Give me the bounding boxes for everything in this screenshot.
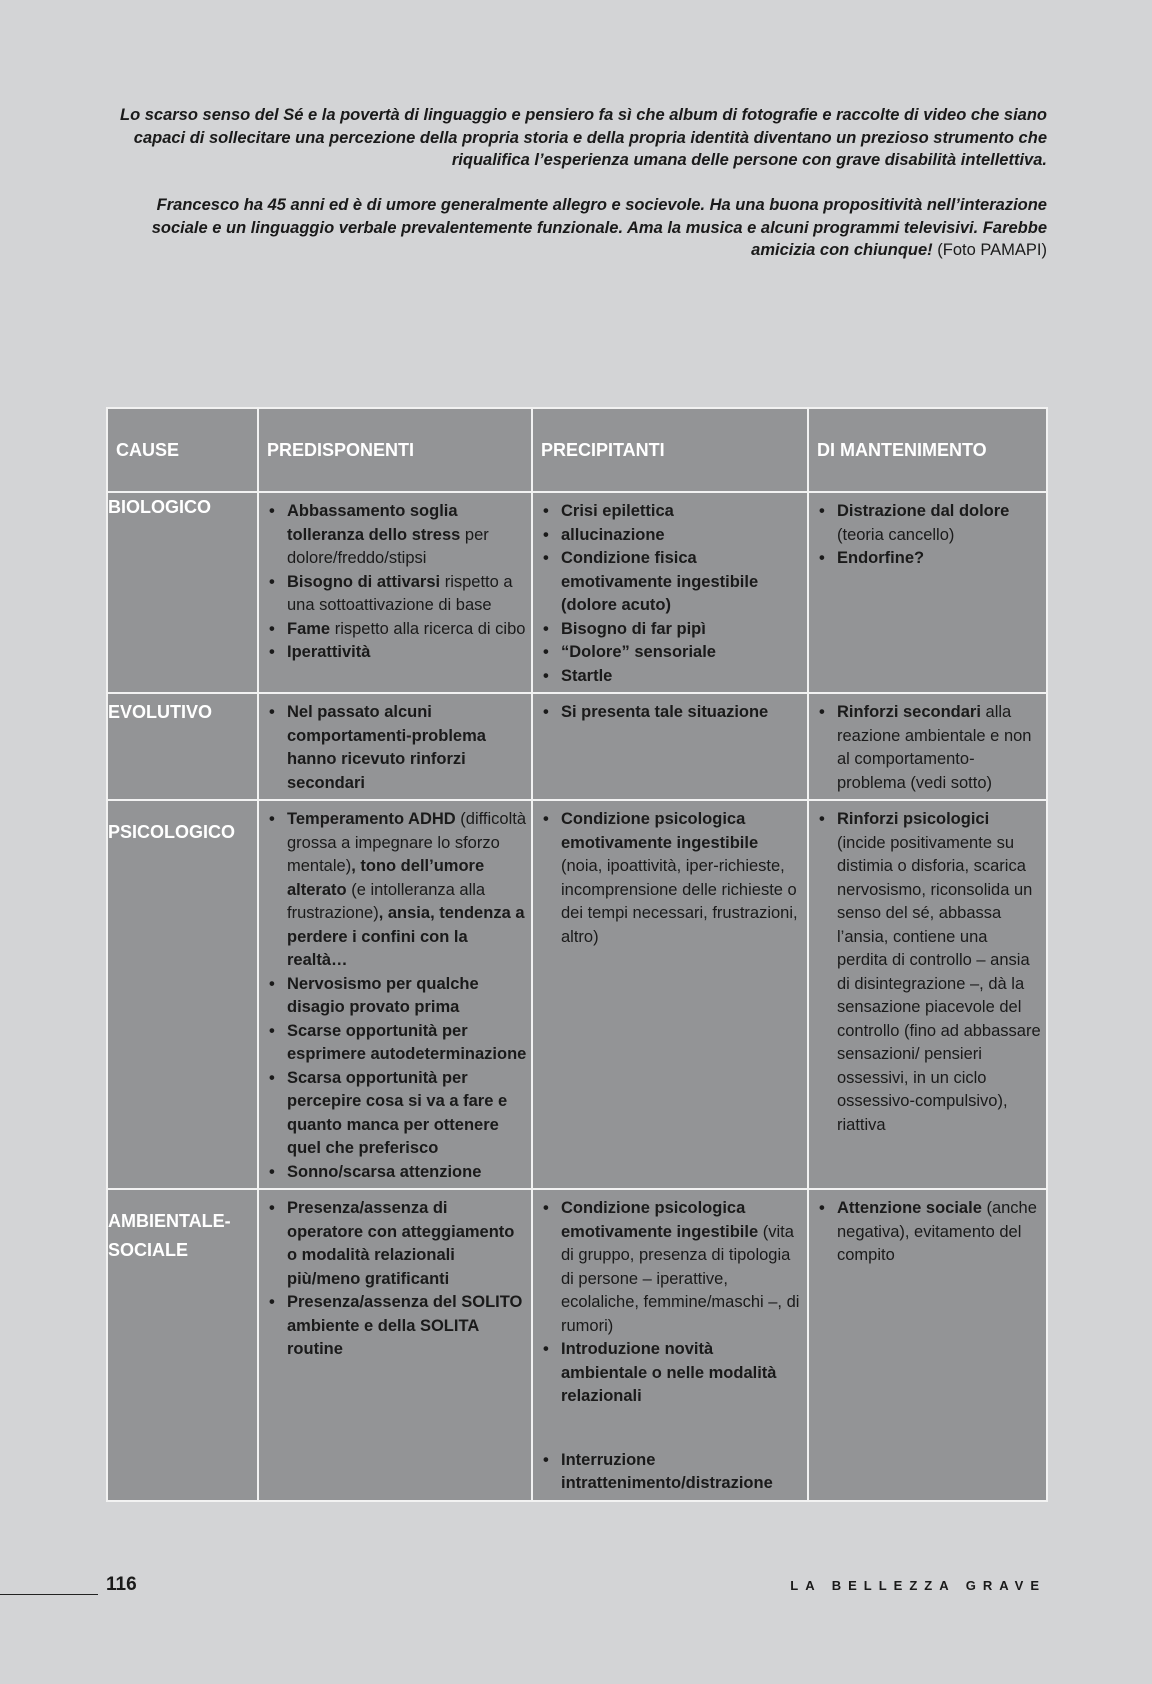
cell-evolutivo-mantenimento: [808, 693, 1047, 800]
cell-ambientale-mantenimento: [808, 1189, 1047, 1501]
list-item: • Si presenta tale situazione: [541, 701, 803, 725]
table-row: [107, 693, 1047, 800]
list-item: • Interruzione intrattenimento/distrazione: [541, 1449, 803, 1496]
list-item: • Temperamento ADHD (difficoltà grossa a impegnare lo sforzo mentale), tono dell’umore alterato (e intolleranza alla frustrazione), ansia, tendenza a perdere i confini con la realtà…: [267, 808, 527, 973]
cell-ambientale-predisponenti: [258, 1189, 532, 1501]
list-item: • Startle: [541, 665, 803, 689]
list-item: • Presenza/assenza del SOLITO ambiente e della SOLITA routine: [267, 1291, 527, 1362]
list-item: • Nervosismo per qualche disagio provato prima: [267, 973, 527, 1020]
list-item: • Condizione psicologica emotivamente ingestibile (noia, ipoattività, iper-richieste, incomprensione delle richieste o dei tempi necessari, frustrazioni, altro): [541, 808, 803, 949]
header-cause: CAUSE: [107, 408, 258, 492]
cell-evolutivo-precipitanti: [532, 693, 808, 800]
list-item: • Attenzione sociale (anche negativa), evitamento del compito: [817, 1197, 1042, 1268]
list-item: • Introduzione novità ambientale o nelle modalità relazionali: [541, 1338, 803, 1409]
photo-caption-paragraph-1: [100, 104, 1047, 172]
row-label-evolutivo: EVOLUTIVO: [107, 693, 258, 800]
cell-evolutivo-predisponenti: [258, 693, 532, 800]
caption-text-1: Lo scarso senso del Sé e la povertà di linguaggio e pensiero fa sì che album di fotografie e raccolte di video che siano capaci di sollecitare una percezione della propria storia e della propria identità diventano un prezioso strumento che riqualifica l’esperienza umana delle persone con grave disabilità intellettiva.: [119, 106, 1047, 169]
list-item: • Nel passato alcuni comportamenti-problema hanno ricevuto rinforzi secondari: [267, 701, 527, 795]
table-row: [107, 1189, 1047, 1501]
list-item: • Endorfine?: [817, 547, 1042, 571]
list-item: • Presenza/assenza di operatore con atteggiamento o modalità relazionali più/meno gratificanti: [267, 1197, 527, 1291]
header-mantenimento: DI MANTENIMENTO: [808, 408, 1047, 492]
table-row: [107, 800, 1047, 1189]
list-item: • Condizione psicologica emotivamente ingestibile (vita di gruppo, presenza di tipologia di persone – iperattive, ecolaliche, femmine/maschi –, di rumori): [541, 1197, 803, 1338]
cell-psicologico-precipitanti: [532, 800, 808, 1189]
list-item: • Scarsa opportunità per percepire cosa si va a fare e quanto manca per ottenere quel che preferisco: [267, 1067, 527, 1161]
list-item: • Sonno/scarsa attenzione: [267, 1161, 527, 1185]
list-item: • allucinazione: [541, 524, 803, 548]
photo-caption-paragraph-2: [100, 194, 1047, 262]
header-predisponenti: PREDISPONENTI: [258, 408, 532, 492]
list-item: • Scarse opportunità per esprimere autodeterminazione: [267, 1020, 527, 1067]
list-item: • Fame rispetto alla ricerca di cibo: [267, 618, 527, 642]
list-item: • Abbassamento soglia tolleranza dello stress per dolore/freddo/stipsi: [267, 500, 527, 571]
row-label-ambientale-sociale: AMBIENTALE-SOCIALE: [107, 1189, 258, 1501]
row-label-psicologico: PSICOLOGICO: [107, 800, 258, 1189]
cell-biologico-precipitanti: [532, 492, 808, 693]
row-label-biologico: BIOLOGICO: [107, 492, 258, 693]
cell-psicologico-predisponenti: [258, 800, 532, 1189]
photo-credit: (Foto PAMAPI): [937, 241, 1047, 259]
cell-psicologico-mantenimento: [808, 800, 1047, 1189]
cell-ambientale-precipitanti: [532, 1189, 808, 1501]
list-item: • Bisogno di attivarsi rispetto a una sottoattivazione di base: [267, 571, 527, 618]
list-item: • Rinforzi psicologici (incide positivamente su distimia o disforia, scarica nervosismo, riconsolida un senso del sé, abbassa l’ansia, contiene una perdita di controllo – ansia di disintegrazione –, dà la sensazione piacevole del controllo (fino ad abbassare sensazioni/ pensieri ossessivi, in un ciclo ossessivo-compulsivo), riattiva: [817, 808, 1042, 1137]
list-item: • Condizione fisica emotivamente ingestibile (dolore acuto): [541, 547, 803, 618]
running-title: LA BELLEZZA GRAVE: [790, 1578, 1046, 1593]
cell-biologico-mantenimento: [808, 492, 1047, 693]
list-item: • Bisogno di far pipì: [541, 618, 803, 642]
footer-rule: [0, 1594, 98, 1595]
list-item: • Iperattività: [267, 641, 527, 665]
causes-table: [106, 407, 1048, 1502]
table-row: [107, 492, 1047, 693]
header-precipitanti: PRECIPITANTI: [532, 408, 808, 492]
page-number: 116: [106, 1574, 137, 1595]
caption-text-2: Francesco ha 45 anni ed è di umore generalmente allegro e socievole. Ha una buona propositività nell’interazione sociale e un linguaggio verbale prevalentemente funzionale. Ama la musica e alcuni programmi televisivi. Farebbe amicizia con chiunque!: [151, 196, 1047, 259]
cell-biologico-predisponenti: [258, 492, 532, 693]
table-header-row: [107, 408, 1047, 492]
list-item: • “Dolore” sensoriale: [541, 641, 803, 665]
list-item: • Crisi epilettica: [541, 500, 803, 524]
list-item: • Rinforzi secondari alla reazione ambientale e non al comportamento-problema (vedi sotto): [817, 701, 1042, 795]
list-item: • Distrazione dal dolore (teoria cancello): [817, 500, 1042, 547]
